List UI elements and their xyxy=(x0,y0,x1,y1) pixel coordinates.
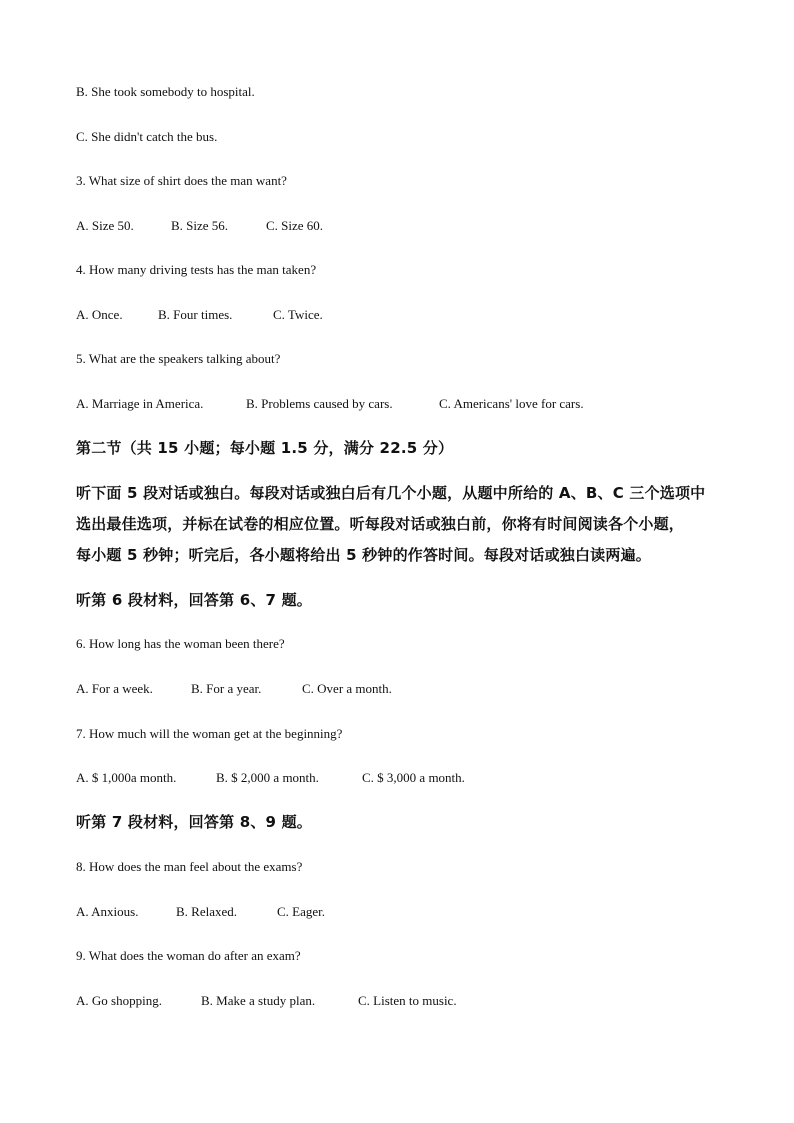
q3-option-c: C. Size 60. xyxy=(266,218,324,233)
q5-options xyxy=(76,396,584,412)
q5-question: 5. What are the speakers talking about? xyxy=(76,351,281,366)
q8-option-b: B. Relaxed. xyxy=(176,904,238,919)
q3-question: 3. What size of shirt does the man want? xyxy=(76,173,287,188)
q9-option-a: A. Go shopping. xyxy=(76,993,162,1008)
material7-heading: 听第 7 段材料，回答第 8、9 题。 xyxy=(76,813,313,831)
q5-option-c: C. Americans' love for cars. xyxy=(439,396,584,411)
q5-option-a: A. Marriage in America. xyxy=(76,396,204,411)
q8-option-a: A. Anxious. xyxy=(76,904,139,919)
section2-instructions-line1: 听下面 5 段对话或独白。每段对话或独白后有几个小题，从题中所给的 A、B、C 三个选项中 xyxy=(76,484,706,502)
q2-option-b: B. She took somebody to hospital. xyxy=(76,84,255,99)
q4-option-b: B. Four times. xyxy=(158,307,233,322)
section2-instructions-line3: 每小题 5 秒钟；听完后，各小题将给出 5 秒钟的作答时间。每段对话或独白读两遍。 xyxy=(76,546,651,564)
q9-options xyxy=(76,993,457,1009)
q8-question: 8. How does the man feel about the exams? xyxy=(76,859,303,874)
q4-option-c: C. Twice. xyxy=(273,307,323,322)
q9-option-b: B. Make a study plan. xyxy=(201,993,316,1008)
q4-question: 4. How many driving tests has the man taken? xyxy=(76,262,317,277)
material6-heading: 听第 6 段材料，回答第 6、7 题。 xyxy=(76,591,313,609)
q6-option-b: B. For a year. xyxy=(191,681,262,696)
q7-options xyxy=(76,770,465,786)
q6-question: 6. How long has the woman been there? xyxy=(76,636,285,651)
q3-option-a: A. Size 50. xyxy=(76,218,134,233)
q8-option-c: C. Eager. xyxy=(277,904,326,919)
q7-option-b: B. $ 2,000 a month. xyxy=(216,770,319,785)
q2-option-c: C. She didn't catch the bus. xyxy=(76,129,218,144)
q7-option-c: C. $ 3,000 a month. xyxy=(362,770,465,785)
section2-instructions-line2: 选出最佳选项，并标在试卷的相应位置。听每段对话或独白前，你将有时间阅读各个小题， xyxy=(76,515,685,533)
q4-option-a: A. Once. xyxy=(76,307,123,322)
q6-option-a: A. For a week. xyxy=(76,681,153,696)
q7-option-a: A. $ 1,000a month. xyxy=(76,770,177,785)
q3-options xyxy=(76,218,323,234)
q6-options xyxy=(76,681,392,697)
q8-options xyxy=(76,904,325,920)
q3-option-b: B. Size 56. xyxy=(171,218,229,233)
q9-option-c: C. Listen to music. xyxy=(358,993,457,1008)
q6-option-c: C. Over a month. xyxy=(302,681,392,696)
q4-options xyxy=(76,307,323,323)
q5-option-b: B. Problems caused by cars. xyxy=(246,396,393,411)
q9-question: 9. What does the woman do after an exam? xyxy=(76,948,301,963)
q7-question: 7. How much will the woman get at the beginning? xyxy=(76,726,343,741)
section2-heading: 第二节（共 15 小题；每小题 1.5 分，满分 22.5 分） xyxy=(76,439,454,457)
